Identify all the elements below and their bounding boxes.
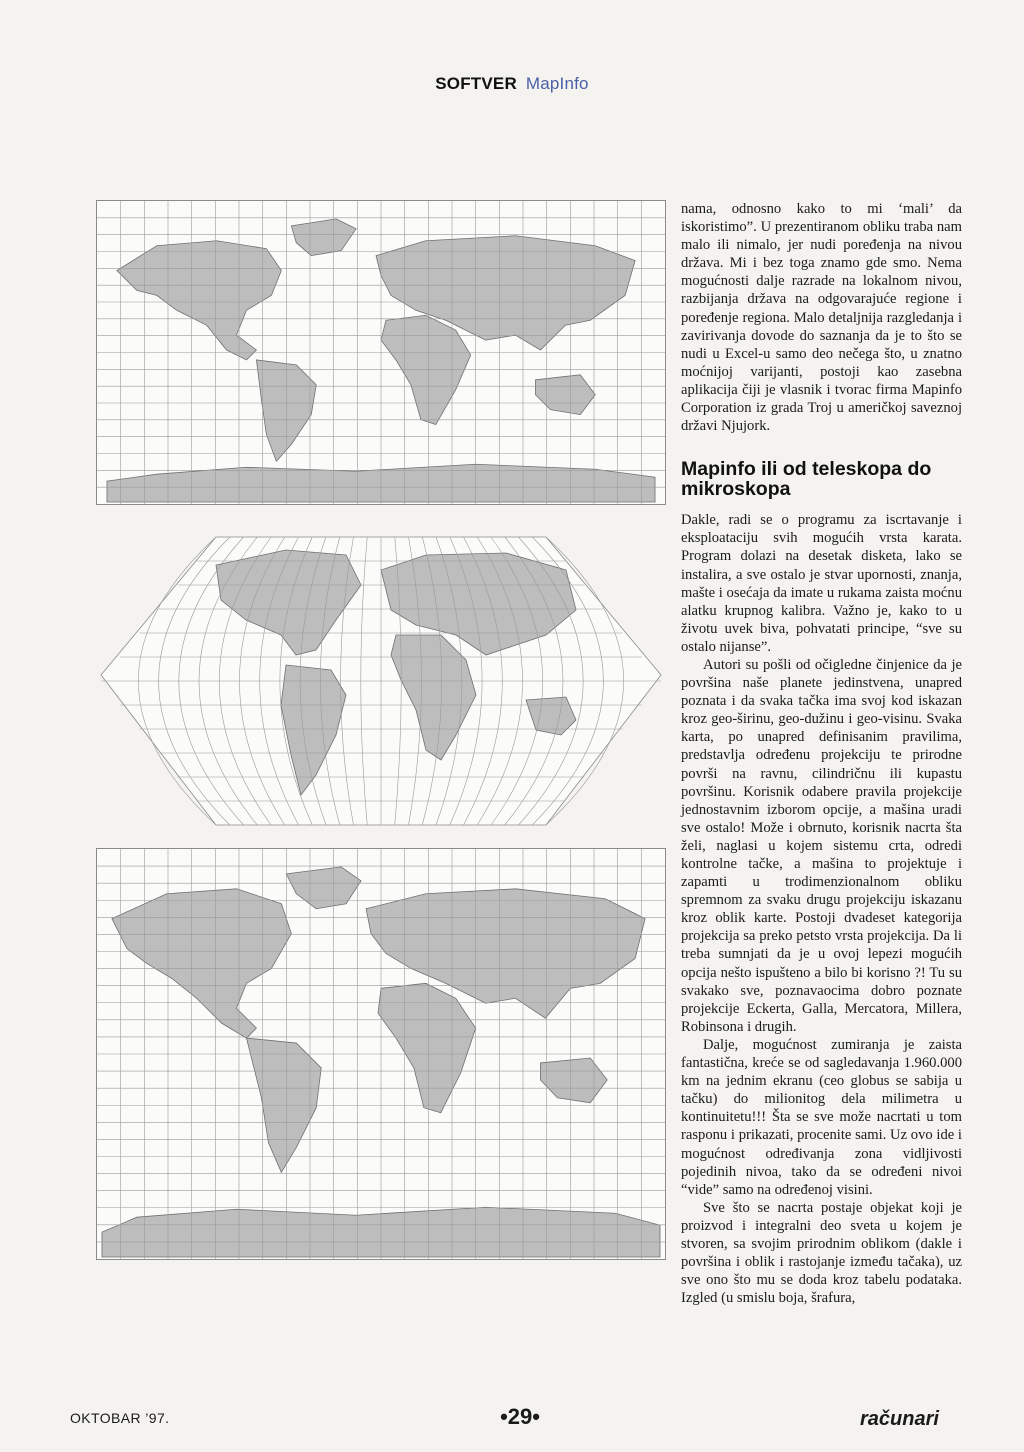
page-number: •29• bbox=[500, 1404, 540, 1429]
article-paragraph-1: nama, odnosno kako to mi ‘mali’ da iskoristimo”. U prezentiranom obliku traba nam malo ili nimalo, jer nudi poređenja na nivou država. Mi i bez toga znamo gde smo. Nema mogućnosti dalje razrade na lokalnom nivou, razbijanja država na odgovarajuće regione i poređenje regiona. Malo detaljnija razgledanja i zavirivanja dovode do saznanja da je to što se nudi u Excel-u samo deo nečega što, u znatno moćnijoj varijanti, postoji kao zasebna aplikacija čiji je vlasnik i tvorac firma Mapinfo Corporation iz grada Troj u američkoj saveznoj državi Njujork. bbox=[681, 201, 962, 435]
article-subheading: Mapinfo ili od teleskopa do mikroskopa bbox=[681, 458, 932, 501]
article-paragraph-4: Dalje, mogućnost zumiranja je zaista fantastična, kreće se od sagledavanja 1.960.000 km na jednim ekranu (ceo globus se sabija u tačku) do milionitog dela milimetra u kontinuitetu!!! Šta se sve može nacrtati u tom rasponu i prikazati, procenite sami. Uz ovo ide i mogućnost određivanja zona vidljivosti pojedinih nivoa, tako da se određeni nivoi “vide” samo na određenoj visini. bbox=[681, 1036, 962, 1198]
section-label: SOFTVER bbox=[435, 74, 517, 93]
article-column bbox=[681, 200, 962, 1307]
magazine-logo: računari bbox=[860, 1408, 939, 1430]
world-map-cylindrical bbox=[96, 848, 666, 1260]
world-map-elliptical-figure bbox=[96, 525, 666, 835]
issue-date: OKTOBAR ’97. bbox=[70, 1410, 170, 1426]
article-paragraph-2: Dakle, radi se o programu za iscrtavanje i eksploataciju svih mogućih vrsta karata. Program dolazi na desetak disketa, lako se instalira, a sve ostalo je stvar upornosti, znanja, mašte i osećaja da imate u rukama zaista moćnu alatku krupnog kalibra. Važno je, kako to u životu uvek biva, pohvatati principe, “sve su ostalo nijanse”. bbox=[681, 512, 962, 655]
world-map-rectangular-figure bbox=[97, 201, 665, 504]
product-label: MapInfo bbox=[525, 74, 589, 93]
world-map-rectangular bbox=[96, 200, 666, 505]
running-header bbox=[0, 74, 1024, 94]
world-map-cylindrical-figure bbox=[97, 849, 665, 1259]
world-map-elliptical bbox=[96, 525, 666, 835]
article-paragraph-3: Autori su pošli od očigledne činjenice da je površina naše planete jedinstvena, unapred poznata i da svaka tačka ima svoj kod iskazan kroz geo-širinu, geo-dužinu i geo-visinu. Svaka karta, po unapred definisanim pravilima, predstavlja određenu projekciju te prirodne površi na ravnu, cilindričnu ili kupastu površinu. Korisnik odabere pravila projekcije jednostavnim izborom opcije, a mašina uradi sve ostalo! Može i obrnuto, korisnik nacrta šta želi, naglasi u kojem sistemu crta, odredi kontrolne tačke, a mašina to projektuje i zapamti u trodimenzionalnom obliku spremnom za svaku drugu projekciju iskazanu kroz oblik karte. Postoji dvadeset kategorija projekcija sa preko petsto vrsta projekcija. Da li treba sumnjati da je u ovoj lepezi mogućih opcija nešto ispušteno a bilo bi korisno ?! Tu su svakako sve, poznavaocima dobro poznate projekcije Eckerta, Galla, Mercatora, Millera, Robinsona i drugih. bbox=[681, 656, 962, 1035]
article-paragraph-5: Sve što se nacrta postaje objekat koji je proizvod i integralni deo sveta u kojem je stvoren, sa svojim prirodnim oblikom (dakle i površina i oblik i rastojanje između tačaka), uz sve ono što mu se doda kroz tabelu podataka. Izgled (u smislu boja, šrafura, bbox=[681, 1199, 962, 1307]
